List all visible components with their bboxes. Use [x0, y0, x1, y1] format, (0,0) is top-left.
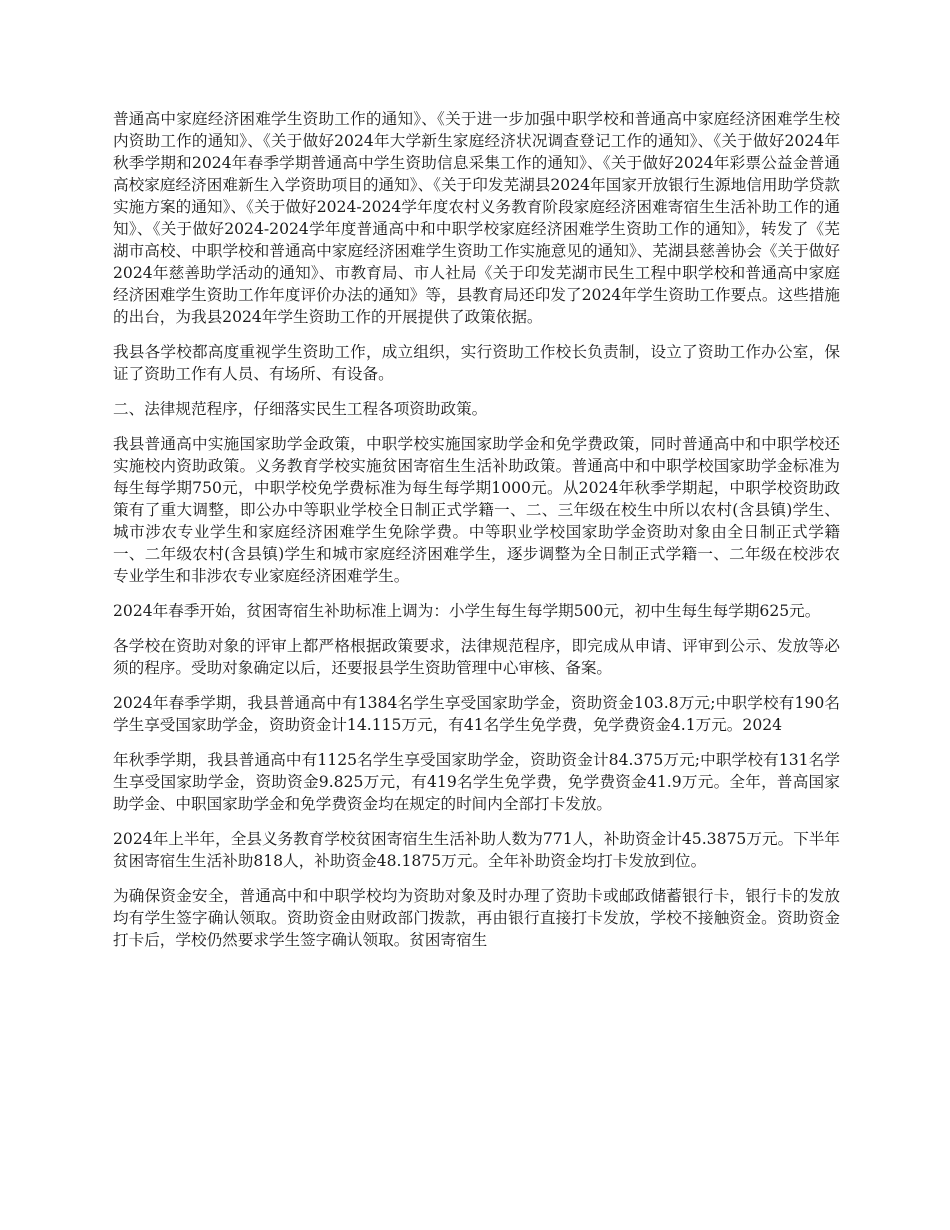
section-heading-2: 二、法律规范程序，仔细落实民生工程各项资助政策。	[113, 400, 488, 418]
paragraph-review-procedure: 各学校在资助对象的评审上都严格根据政策要求，法律规范程序，即完成从申请、评审到公示、发放等必须的程序。受助对象确定以后，还要报县学生资助管理中心审核、备案。	[113, 637, 840, 677]
paragraph-school-organization: 我县各学校都高度重视学生资助工作，成立组织，实行资助工作校长负责制，设立了资助工作办公室，保证了资助工作有人员、有场所、有设备。	[113, 343, 840, 383]
paragraph-spring-semester-stats: 2024年春季学期，我县普通高中有1384名学生享受国家助学金，资助资金103.8万元;中职学校有190名学生享受国家助学金，资助资金计14.115万元，有41名学生免学费，免学费资金4.1万元。2024	[113, 694, 840, 734]
paragraph-autumn-semester-stats: 年秋季学期，我县普通高中有1125名学生享受国家助学金，资助资金计84.375万元;中职学校有131名学生享受国家助学金，资助资金9.825万元，有419名学生免学费，免学费资金41.9万元。全年，普高国家助学金、中职国家助学金和免学费资金均在规定的时间内全部打卡发放。	[113, 751, 840, 813]
paragraph-policy-notices: 普通高中家庭经济困难学生资助工作的通知》、《关于进一步加强中职学校和普通高中家庭经济困难学生校内资助工作的通知》、《关于做好2024年大学新生家庭经济状况调查登记工作的通知》、《关于做好2024年秋季学期和2024年春季学期普通高中学生资助信息采集工作的通知》、《关于做好2024年彩票公益金普通高校家庭经济困难新生入学资助项目的通知》、《关于印发芜湖县2024年国家开放银行生源地信用助学贷款实施方案的通知》、《关于做好2024-2024学年度农村义务教育阶段家庭经济困难寄宿生生活补助工作的通知》、《关于做好2024-2024学年度普通高中和中职学校家庭经济困难学生资助工作的通知》，转发了《芜湖市高校、中职学校和普通高中家庭经济困难学生资助工作实施意见的通知》、芜湖县慈善协会《关于做好2024年慈善助学活动的通知》、市教育局、市人社局《关于印发芜湖市民生工程中职学校和普通高中家庭经济困难学生资助工作年度评价办法的通知》等，县教育局还印发了2024年学生资助工作要点。这些措施的出台，为我县2024年学生资助工作的开展提供了政策依据。	[113, 110, 840, 326]
paragraph-boarding-subsidy-stats: 2024年上半年，全县义务教育学校贫困寄宿生生活补助人数为771人，补助资金计45.3875万元。下半年贫困寄宿生生活补助818人，补助资金48.1875万元。全年补助资金均打卡发放到位。	[113, 830, 840, 870]
paragraph-fund-safety: 为确保资金安全，普通高中和中职学校均为资助对象及时办理了资助卡或邮政储蓄银行卡，银行卡的发放均有学生签字确认领取。资助资金由财政部门拨款，再由银行直接打卡发放，学校不接触资金。资助资金打卡后，学校仍然要求学生签字确认领取。贫困寄宿生	[113, 887, 840, 949]
paragraph-aid-policies: 我县普通高中实施国家助学金政策，中职学校实施国家助学金和免学费政策，同时普通高中和中职学校还实施校内资助政策。义务教育学校实施贫困寄宿生生活补助政策。普通高中和中职学校国家助学金标准为每生每学期750元，中职学校免学费标准为每生每学期1000元。从2024年秋季学期起，中职学校资助政策有了重大调整，即公办中等职业学校全日制正式学籍一、二、三年级在校生中所以农村(含县镇)学生、城市涉农专业学生和家庭经济困难学生免除学费。中等职业学校国家助学金资助对象由全日制正式学籍一、二年级农村(含县镇)学生和城市家庭经济困难学生，逐步调整为全日制正式学籍一、二年级在校涉农专业学生和非涉农专业家庭经济困难学生。	[113, 435, 840, 585]
document-body	[113, 108, 840, 963]
paragraph-boarding-subsidy-standard: 2024年春季开始，贫困寄宿生补助标准上调为：小学生每生每学期500元，初中生每生每学期625元。	[113, 602, 821, 620]
